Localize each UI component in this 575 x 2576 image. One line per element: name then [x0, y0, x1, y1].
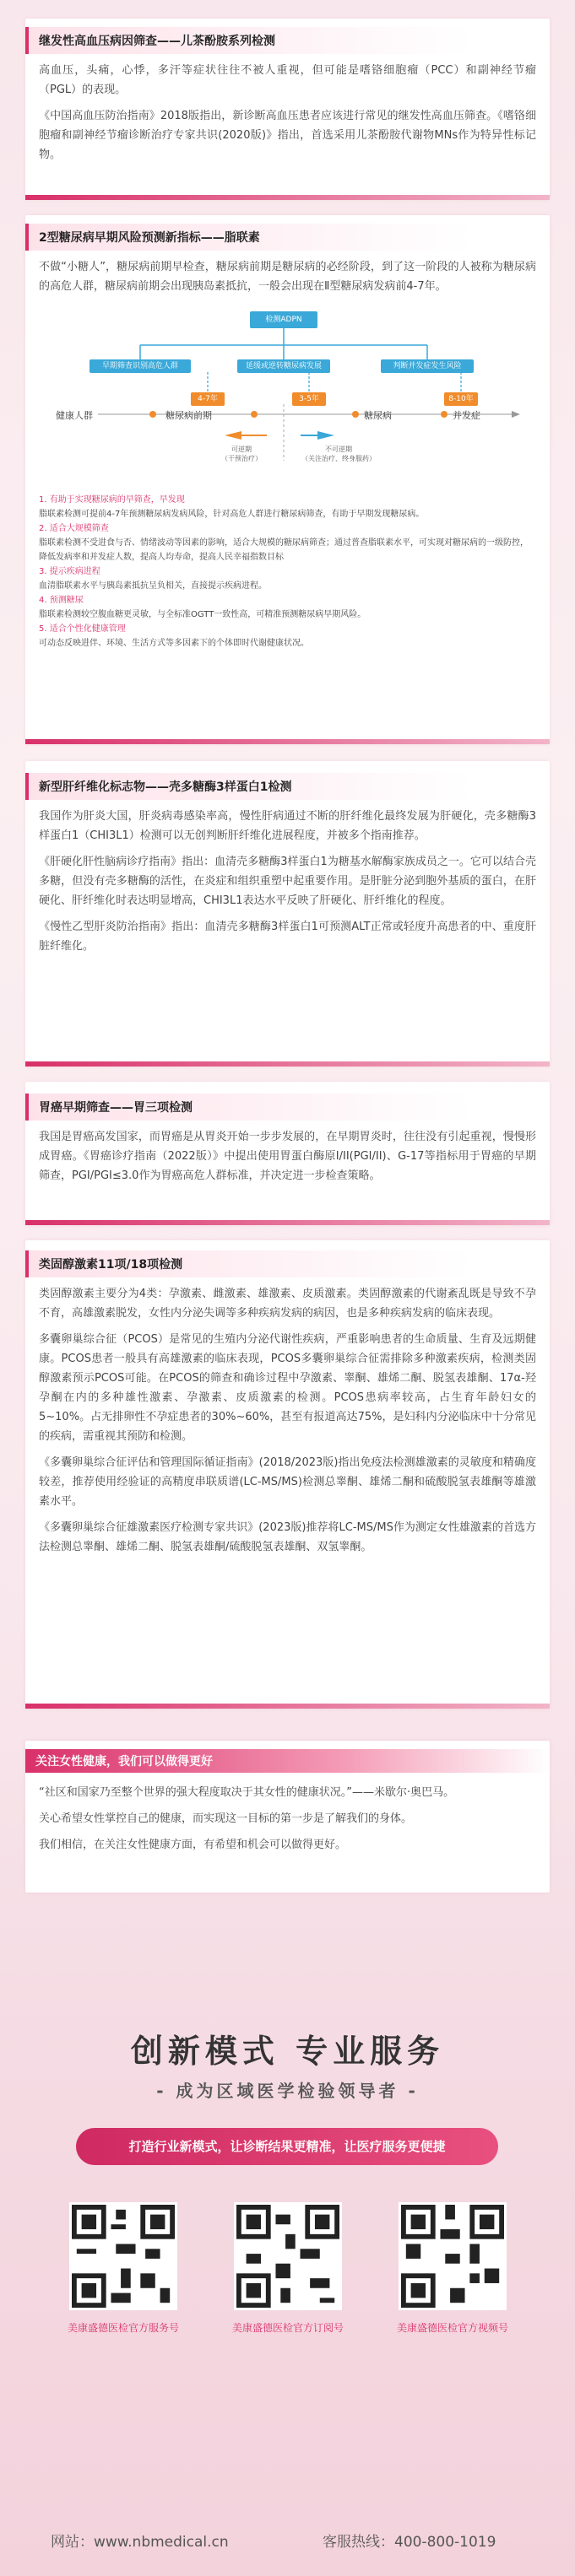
section-title: 胃癌早期筛查——胃三项检测 [39, 1101, 193, 1115]
diagram-box-screening: 早期筛查识别高危人群 [90, 359, 191, 373]
paragraph: 《中国高血压防治指南》2018版指出，新诊断高血压患者应该进行常见的继发性高血压筛查。《嗜铬细胞瘤和副神经节瘤诊断治疗专家共识(2020版)》指出，首选采用儿茶酚胺代谢物MNs作为特异性标记物。 [39, 110, 536, 161]
section-title: 关注女性健康，我们可以做得更好 [35, 1755, 213, 1769]
paragraph: 《肝硬化肝性脑病诊疗指南》指出：血清壳多糖酶3样蛋白1为糖基水解酶家族成员之一。它可以结合壳多糖，但没有壳多糖酶的活性，在炎症和组织重塑中起重要作用。是肝脏分泌到胞外基质的蛋白，在肝硬化、肝纤维化时表达明显增高，CHI3L1表达水平反映了肝硬化、肝纤维化的程度。 [39, 856, 536, 907]
diagram-years-2: 3-5年 [292, 392, 326, 406]
hotline-label: 客服热线：400-800-1019 [323, 2534, 496, 2551]
section-header [25, 224, 550, 251]
diagram-stage-prediabetes: 糖尿病前期 [165, 410, 212, 421]
qr-label-subscription: 美康盛德医检官方订阅号 [231, 2322, 344, 2334]
diabetes-progression-diagram [39, 305, 537, 482]
qr-code-video [399, 2202, 507, 2310]
paragraph: 《多囊卵巢综合征评估和管理国际循证指南》(2018/2023版)指出免疫法检测雄激素的灵敏度和精确度较差，推荐使用经验证的高精度串联质谱(LC-MS/MS)检测总睾酮、雄烯二酮和硫酸脱氢表雄酮等雄激素水平。 [39, 1456, 536, 1508]
website-label: 网站：www.nbmedical.cn [51, 2534, 229, 2551]
slogan-banner: 打造行业新模式，让诊断结果更精准，让医疗服务更便捷 [76, 2128, 498, 2165]
qr-code-subscription [234, 2202, 342, 2310]
benefit-list [25, 493, 550, 651]
paragraph: 多囊卵巢综合征（PCOS）是常见的生殖内分泌代谢性疾病，严重影响患者的生命质量、生育及远期健康。PCOS患者一般具有高雄激素的临床表现，PCOS多囊卵巢综合征需排除多种激素疾病，检测类固醇激素预示PCOS可能。在PCOS的筛查和确诊过程中孕激素、睾酮、雄烯二酮、脱氢表雄酮、17α-羟孕酮在内的多种雄性激素、孕激素、皮质激素的检测。PCOS患病率较高，占生育年龄妇女的5~10%。占无排卵性不孕症患者的30%~60%，甚至有报道高达75%，是妇科内分泌临床中十分常见的疾病，需重视其预防和检测。 [39, 1333, 536, 1443]
section-card-stomach [25, 1082, 550, 1225]
section-header [25, 1250, 550, 1277]
section-title: 类固醇激素11项/18项检测 [39, 1258, 183, 1272]
paragraph: 《多囊卵巢综合征雄激素医疗检测专家共识》(2023版)推荐将LC-MS/MS作为测定女性雄激素的首选方法检测总睾酮、雄烯二酮、脱氢表雄酮/硫酸脱氢表雄酮、双氢睾酮。 [39, 1521, 536, 1553]
paragraph: 关心希望女性掌控自己的健康，而实现这一目标的第一步是了解我们的身体。 [39, 1812, 413, 1825]
card-bottom-bar [25, 1220, 550, 1225]
paragraph: 《慢性乙型肝炎防治指南》指出：血清壳多糖酶3样蛋白1可预测ALT正常或轻度升高患者的中、重度肝脏纤维化。 [39, 921, 536, 953]
list-item: 1. 有助于实现糖尿病的早筛查，早发现 脂联素检测可提前4-7年预测糖尿病发病风险，针对高危人群进行糖尿病筛查，有助于早期发现糖尿病。 [39, 495, 425, 519]
paragraph: “社区和国家乃至整个世界的强大程度取决于其女性的健康状况。”——米歇尔·奥巴马。 [39, 1786, 455, 1799]
section-card-women-health [25, 1741, 550, 1893]
section-header [25, 773, 550, 800]
paragraph: 我国是胃癌高发国家，而胃癌是从胃炎开始一步步发展的，在早期胃炎时，往往没有引起重视，慢慢形成胃癌。《胃癌诊疗指南（2022版）》中提出使用胃蛋白酶原I/II(PGI/II)、G-17等指标用于胃癌的早期筛查，PGI/PGI≤3.0作为胃癌高危人群标准，并决定进一步检查策略。 [39, 1131, 536, 1182]
card-bottom-bar [25, 1704, 550, 1709]
list-item: 4. 预测糖尿 脂联素检测较空腹血糖更灵敏，与全标准OGTT一致性高，可精准预测糖尿病早期风险。 [39, 596, 366, 619]
section-header [25, 1749, 550, 1773]
section-header [25, 1094, 550, 1121]
card-bottom-bar [25, 1061, 550, 1067]
list-item: 3. 提示疾病进程 血清脂联素水平与胰岛素抵抗呈负相关，直接提示疾病进程。 [39, 567, 267, 591]
section-title: 新型肝纤维化标志物——壳多糖酶3样蛋白1检测 [39, 780, 292, 794]
paragraph: 不做“小糖人”，糖尿病前期早检查，糖尿病前期是糖尿病的必经阶段，到了这一阶段的人被称为糖尿病的高危人群，糖尿病前期会出现胰岛素抵抗，一般会出现在Ⅱ型糖尿病发病前4-7年。 [39, 261, 536, 293]
section-card-steroid [25, 1240, 550, 1709]
section-card-diabetes [25, 215, 550, 744]
section-card-liver [25, 761, 550, 1067]
footer-subtitle: - 成为区域医学检验领导者 - [156, 2081, 419, 2101]
diagram-note-irreversible: 不可逆期 （关注治疗、终身服药） [301, 446, 376, 462]
qr-label-service: 美康盛德医检官方服务号 [67, 2322, 179, 2334]
paragraph: 我国作为肝炎大国，肝炎病毒感染率高，慢性肝病通过不断的肝纤维化最终发展为肝硬化，壳多糖酶3样蛋白1（CHI3L1）检测可以无创判断肝纤维化进展程度，并被多个指南推荐。 [39, 810, 536, 842]
list-item: 5. 适合个性化健康管理 可动态反映进伴、环境、生活方式等多因素下的个体即时代谢健康状况。 [39, 624, 309, 648]
diagram-box-delay: 延缓或逆转糖尿病发展 [237, 359, 330, 373]
diagram-years-3: 8-10年 [444, 392, 478, 406]
qr-label-video: 美康盛德医检官方视频号 [396, 2322, 508, 2334]
qr-pattern [236, 2205, 339, 2308]
footer-title: 创新模式 专业服务 [130, 2033, 445, 2070]
section-header [25, 27, 550, 54]
list-item: 2. 适合大规模筛查 脂联素检测不受进食与否、情绪波动等因素的影响，适合大规模的糖尿病筛查；通过普查脂联素水平，可实现对糖尿病的一级防控，降低发病率和并发症人数，提高人均寿命，提高人民幸福指数目标 [39, 524, 529, 562]
qr-pattern [401, 2205, 504, 2308]
section-title: 继发性高血压病因筛查——儿茶酚胺系列检测 [39, 35, 275, 48]
qr-code-service [69, 2202, 177, 2310]
qr-pattern [72, 2205, 175, 2308]
paragraph: 我们相信，在关注女性健康方面，有希望和机会可以做得更好。 [39, 1839, 347, 1851]
section-title: 2型糖尿病早期风险预测新指标——脂联素 [39, 231, 260, 245]
card-bottom-bar [25, 739, 550, 744]
paragraph: 高血压，头痛，心悸，多汗等症状往往不被人重视，但可能是嗜铬细胞瘤（PCC）和副神经节瘤（PGL）的表现。 [39, 64, 536, 96]
diagram-stage-complication: 并发症 [453, 410, 480, 421]
diagram-years-1: 4-7年 [191, 392, 225, 406]
section-card-hypertension [25, 19, 550, 200]
diagram-stage-healthy: 健康人群 [56, 410, 93, 421]
card-bottom-bar [25, 195, 550, 200]
diagram-box-risk: 判断并发症发生风险 [381, 359, 474, 373]
diagram-note-reversible: 可逆期 （干预治疗） [221, 446, 262, 462]
diagram-top-box: 检测ADPN [250, 311, 317, 328]
diagram-stage-diabetes: 糖尿病 [364, 410, 392, 421]
paragraph: 类固醇激素主要分为4类：孕激素、雌激素、雄激素、皮质激素。类固醇激素的代谢紊乱既是导致不孕不育，高雄激素脱发，女性内分泌失调等多种疾病发病的病因，也是多种疾病发病的临床表现。 [39, 1288, 536, 1320]
